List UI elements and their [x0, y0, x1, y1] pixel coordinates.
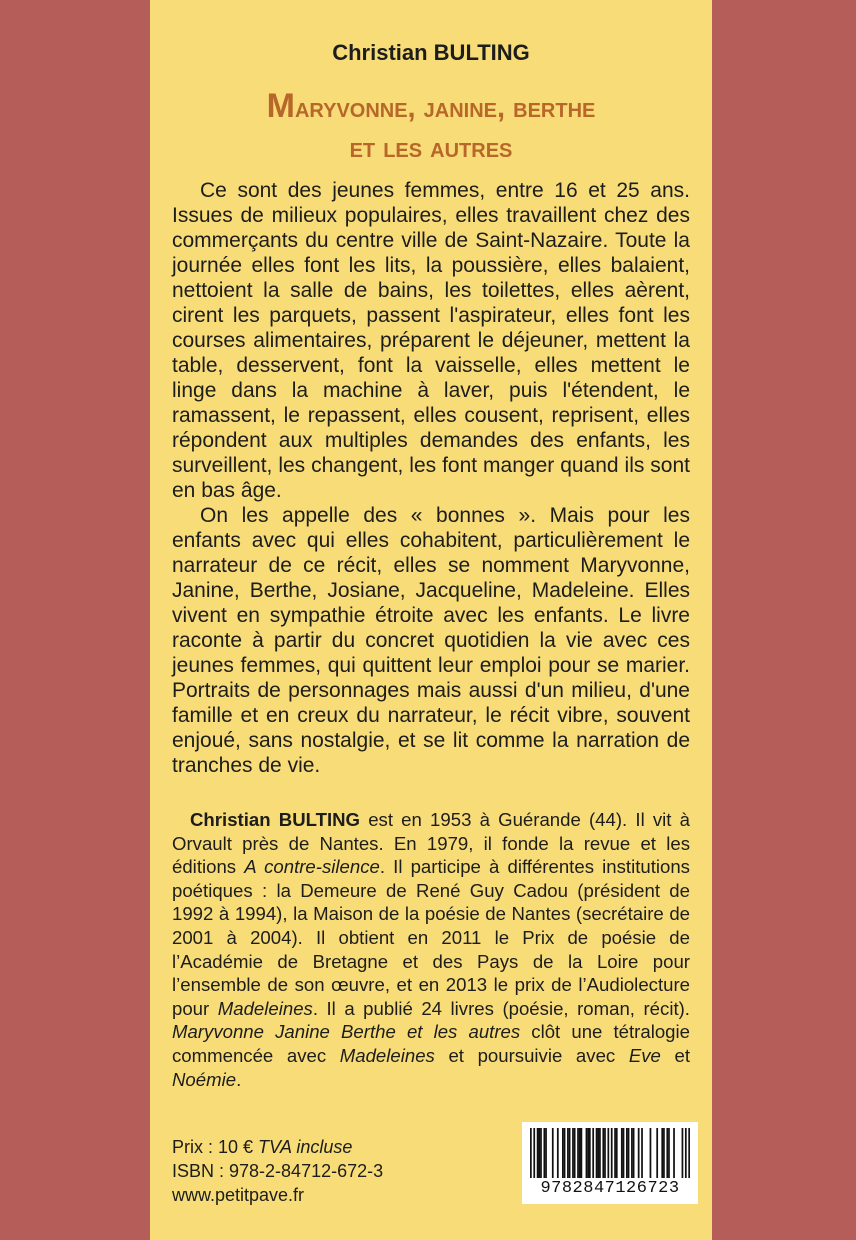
- barcode-bar: [572, 1128, 574, 1178]
- barcode-bar: [537, 1128, 539, 1178]
- bio-text: clôt une tétralogie commencée avec: [172, 1021, 690, 1066]
- barcode-bar: [543, 1128, 545, 1178]
- bio-italic: Eve: [628, 1044, 661, 1066]
- author-bio: [172, 808, 690, 1091]
- barcode-bar: [577, 1128, 579, 1178]
- bio-text: et poursuivie avec: [434, 1044, 629, 1066]
- barcode-bar: [581, 1128, 583, 1178]
- barcode-bar: [663, 1128, 665, 1178]
- summary: [172, 178, 690, 778]
- author-name: Christian BULTING: [332, 40, 530, 65]
- title-initial: M: [266, 87, 295, 125]
- barcode-bar: [533, 1128, 535, 1178]
- barcode-bar: [597, 1128, 599, 1178]
- barcode-bar: [656, 1128, 658, 1178]
- bio-italic: Maryvonne Janine Berthe et les autres: [172, 1021, 521, 1043]
- title-line-1-rest: aryvonne, janine, berthe: [294, 92, 596, 124]
- barcode-bar: [661, 1128, 663, 1178]
- barcode-bar: [673, 1128, 675, 1178]
- barcode-bar: [540, 1128, 542, 1178]
- barcode-bar: [621, 1128, 623, 1178]
- barcode-bar: [626, 1128, 628, 1178]
- barcode-bar: [602, 1128, 604, 1178]
- barcode-bar: [569, 1128, 571, 1178]
- price-value: Prix : 10 €: [172, 1137, 259, 1157]
- barcode-bar: [611, 1128, 613, 1178]
- barcode-bars: [530, 1128, 690, 1178]
- barcode-bar: [557, 1128, 559, 1178]
- barcode-bar: [633, 1128, 635, 1178]
- barcode-bar: [589, 1128, 591, 1178]
- summary-paragraph-2: On les appelle des « bonnes ». Mais pour les enfants avec qui elles cohabitent, particulièrement le narrateur de ce récit, elles se nomment Maryvonne, Janine, Berthe, Josiane, Jacqueline, Madeleine. Elles vivent en sympathie étroite avec les enfants. Le livre raconte à partir du concret quotidien la vie avec ces jeunes femmes, qui quittent leur emploi pour se marier. Portraits de personnages mais aussi d'un milieu, d'une famille et en creux du narrateur, le récit vibre, souvent enjoué, sans nostalgie, et se lit comme la narration de tranches de vie.: [172, 504, 690, 777]
- bio-text: . Il a publié 24 livres (poésie, roman, récit).: [312, 997, 690, 1019]
- barcode-bar: [628, 1128, 630, 1178]
- barcode-bar: [552, 1128, 554, 1178]
- price: [172, 1135, 472, 1159]
- title-line-2: et les autres: [349, 132, 513, 164]
- barcode-bar: [567, 1128, 569, 1178]
- barcode-bar: [668, 1128, 670, 1178]
- bio-text: . Il participe à différentes institutions poétiques : la Demeure de René Guy Cadou (président de 1992 à 1994), la Maison de la poésie de Nantes (secrétaire de 2001 à 2004). Il obtient en 2011 le Prix de poésie de l’Académie de Bretagne et des Pays de la Loire pour l’ensemble de son œuvre, et en 2013 le prix de l’Audiolecture pour: [172, 856, 690, 1019]
- bio-paragraph: [172, 808, 690, 1091]
- barcode-bar: [638, 1128, 640, 1178]
- price-note: TVA incluse: [258, 1137, 353, 1157]
- bio-italic: A contre-silence: [244, 856, 380, 878]
- barcode-bar: [607, 1128, 609, 1178]
- barcode-bar: [587, 1128, 589, 1178]
- barcode-bar: [579, 1128, 581, 1178]
- bio-italic: Madeleines: [217, 997, 313, 1019]
- barcode-bar: [641, 1128, 643, 1178]
- book-title: [150, 86, 712, 168]
- barcode-bar: [685, 1128, 687, 1178]
- barcode-bar: [623, 1128, 625, 1178]
- bio-text: et: [660, 1044, 690, 1066]
- bio-text: est en 1953 à Guérande (44). Il vit à Orvault près de Nantes. En 1979, il fonde la revue et les éditions: [172, 809, 690, 878]
- barcode-bar: [586, 1128, 588, 1178]
- isbn: ISBN : 978-2-84712-672-3: [172, 1161, 384, 1181]
- bio-italic: Noémie: [172, 1068, 237, 1090]
- website-link[interactable]: www.petitpave.fr: [172, 1185, 305, 1205]
- barcode-bar: [604, 1128, 606, 1178]
- barcode-bar: [631, 1128, 633, 1178]
- barcode-bar: [599, 1128, 601, 1178]
- barcode-bar: [592, 1128, 594, 1178]
- barcode-bar: [545, 1128, 547, 1178]
- barcode-bar: [682, 1128, 684, 1178]
- barcode-bar: [574, 1128, 576, 1178]
- barcode-number: 9782847126723: [540, 1179, 680, 1198]
- bio-author-name: Christian BULTING: [190, 809, 361, 830]
- barcode-bar: [614, 1128, 616, 1178]
- barcode-bar: [538, 1128, 540, 1178]
- barcode-bar: [596, 1128, 598, 1178]
- barcode-bar: [666, 1128, 668, 1178]
- barcode: [522, 1122, 698, 1204]
- barcode-bar: [530, 1128, 532, 1178]
- bio-text: .: [236, 1068, 242, 1090]
- barcode-bar: [616, 1128, 618, 1178]
- bio-italic: Madeleines: [339, 1044, 435, 1066]
- barcode-bar: [650, 1128, 652, 1178]
- barcode-bar: [562, 1128, 564, 1178]
- barcode-bar: [688, 1128, 690, 1178]
- back-cover: [150, 0, 712, 1240]
- publication-info: [172, 1135, 472, 1207]
- summary-paragraph-1: Ce sont des jeunes femmes, entre 16 et 25 ans. Issues de milieux populaires, elles travaillent chez des commerçants du centre ville de Saint-Nazaire. Toute la journée elles font les lits, la poussière, elles balaient, nettoient la salle de bains, les toilettes, elles aèrent, cirent les parquets, passent l'aspirateur, elles font les courses alimentaires, préparent le déjeuner, mettent la table, desservent, font la vaisselle, elles mettent le linge dans la machine à laver, puis l'étendent, le ramassent, le repassent, elles cousent, reprisent, elles répondent aux multiples demandes des enfants, les surveillent, les changent, les font manger quand ils sont en bas âge.: [172, 179, 690, 502]
- title-line-1: [150, 86, 712, 128]
- barcode-bar: [564, 1128, 566, 1178]
